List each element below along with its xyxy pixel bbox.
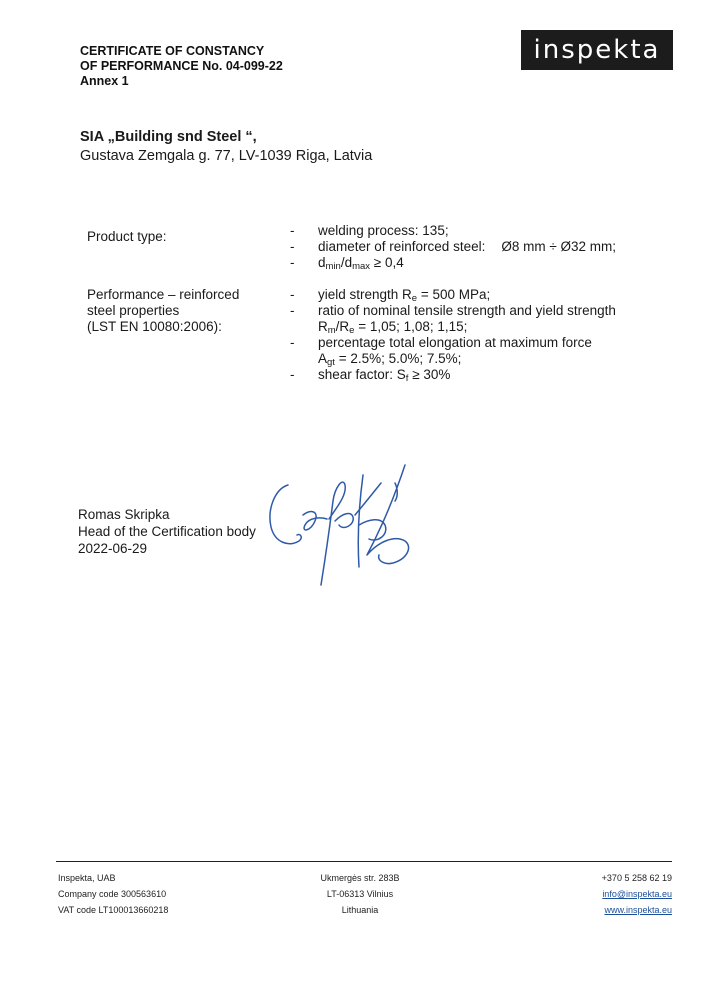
performance-label-line: Performance – reinforced [87, 287, 240, 302]
welding-process: welding process: 135; [318, 223, 449, 238]
list-item [290, 335, 616, 367]
list-item [290, 303, 616, 335]
company-block [80, 128, 372, 166]
product-type-list [290, 223, 616, 271]
performance-label-line: steel properties [87, 303, 180, 318]
footer-phone: +370 5 258 62 19 [601, 873, 672, 883]
diameter-value: Ø8 mm ÷ Ø32 mm; [501, 239, 617, 254]
signatory-block [78, 506, 256, 557]
elongation-text: - percentage total elongation at maximum force [318, 335, 592, 350]
footer-vat-code: VAT code LT100013660218 [58, 905, 169, 915]
product-type-label: Product type: [87, 229, 167, 244]
yield-value: = 500 MPa; [417, 287, 491, 302]
ratio-d-text: d [318, 255, 326, 270]
list-item [290, 239, 616, 255]
signatory-name: Romas Skripka [78, 507, 170, 522]
annex-label: Annex 1 [80, 74, 129, 88]
footer-company-info [58, 870, 168, 918]
signatory-role: Head of the Certification body [78, 524, 256, 539]
subscript-max: max [352, 261, 371, 272]
subscript-f: f [405, 373, 409, 384]
footer-email-link[interactable]: info@inspekta.eu [602, 889, 672, 899]
footer-company-name: Inspekta, UAB [58, 873, 116, 883]
list-item [290, 255, 616, 271]
elongation-values: = 2.5%; 5.0%; 7.5%; [334, 351, 462, 366]
footer-contacts [602, 870, 672, 918]
performance-list [290, 287, 616, 383]
ratio-d-value: ≥ 0,4 [370, 255, 404, 270]
footer-divider [56, 861, 672, 862]
footer-country: Lithuania [341, 905, 379, 915]
footer-company-code: Company code 300563610 [58, 889, 167, 899]
certificate-title-line1: CERTIFICATE OF CONSTANCY [80, 44, 265, 58]
shear-text: shear factor: S [318, 367, 406, 382]
shear-value: ≥ 30% [408, 367, 451, 382]
subscript-m: m [327, 325, 336, 336]
ratio-values: = 1,05; 1,08; 1,15; [354, 319, 468, 334]
diameter-label: diameter of reinforced steel: [318, 239, 486, 254]
ratio-formula: R [318, 319, 328, 334]
signature-date: 2022-06-29 [78, 541, 148, 556]
company-address: Gustava Zemgala g. 77, LV-1039 Riga, Latvia [80, 148, 373, 164]
subscript-min: min [325, 261, 341, 272]
elongation-formula: A [318, 351, 328, 366]
ratio-text: - ratio of nominal tensile strength and yield strength [318, 303, 616, 318]
logo-text: inspekta [533, 35, 661, 65]
footer-street: Ukmergės str. 283B [320, 873, 400, 883]
list-item [290, 367, 616, 383]
handwritten-signature [255, 455, 435, 595]
ratio-d-text: /d [340, 255, 353, 270]
certificate-title-line2: OF PERFORMANCE No. 04-099-22 [80, 59, 283, 73]
subscript-e: e [349, 325, 355, 336]
list-item [290, 287, 616, 303]
footer-address [300, 870, 420, 918]
subscript-gt: gt [327, 357, 335, 368]
footer-website-link[interactable]: www.inspekta.eu [604, 905, 672, 915]
yield-text: yield strength R [318, 287, 412, 302]
company-name: SIA „Building snd Steel “, [80, 129, 257, 145]
ratio-formula: /R [335, 319, 350, 334]
list-item [290, 223, 616, 239]
performance-label [87, 287, 239, 335]
certificate-header [80, 44, 283, 89]
subscript-e: e [411, 293, 418, 304]
footer-postcode-city: LT-06313 Vilnius [326, 889, 394, 899]
inspekta-logo [521, 30, 673, 70]
performance-label-line: (LST EN 10080:2006): [87, 319, 222, 334]
